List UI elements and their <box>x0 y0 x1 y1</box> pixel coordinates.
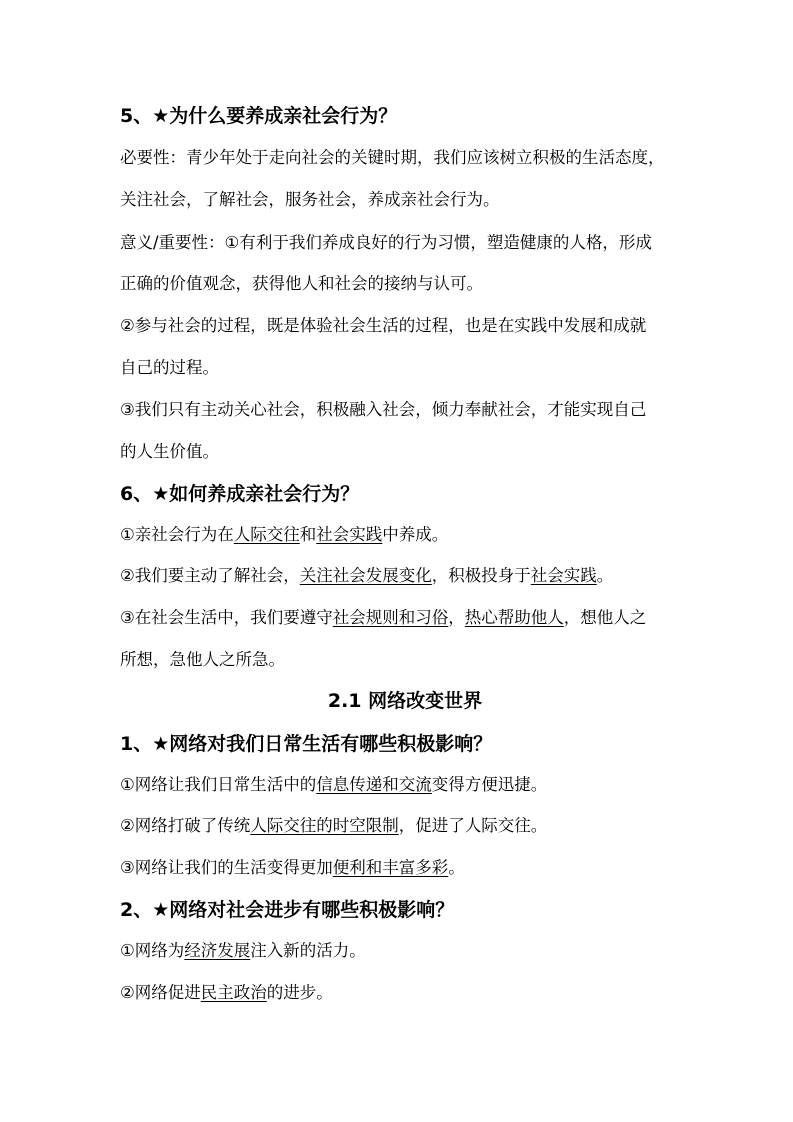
q5-point2-1 <box>120 316 646 336</box>
q5-point2-2 <box>120 358 219 378</box>
underlined-key-phrase: 关注社会发展变化 <box>299 566 432 585</box>
underlined-key-phrase: 社会规则和习俗 <box>332 608 449 627</box>
text-segment: ②网络打破了传统 <box>120 816 251 835</box>
text-segment: 正确的价值观念，获得他人和社会的接纳与认可。 <box>120 274 483 293</box>
underlined-key-phrase: 经济发展 <box>184 941 251 960</box>
n1-point1 <box>120 775 547 795</box>
text-segment: 意义/重要性：①有利于我们养成良好的行为习惯，塑造健康的人格，形成 <box>120 233 652 252</box>
q6-point3-2 <box>120 650 285 670</box>
n1-point3 <box>120 858 465 878</box>
text-segment: 所想，急他人之所急。 <box>120 650 285 669</box>
text-segment: ③在社会生活中，我们要遵守 <box>120 608 333 627</box>
q5-meaning-2 <box>120 274 483 294</box>
text-segment: ②我们要主动了解社会， <box>120 566 300 585</box>
text-segment: ，想他人之 <box>563 608 647 627</box>
text-segment: 注入新的活力。 <box>250 941 366 960</box>
underlined-key-phrase: 热心帮助他人 <box>464 608 564 627</box>
q5-title: 5、★为什么要养成亲社会行为？ <box>120 105 398 127</box>
q6-point1 <box>120 525 448 545</box>
text-segment: 变得方便迅捷。 <box>431 775 548 794</box>
q5-point3-1 <box>120 400 646 420</box>
q6-title: 6、★如何养成亲社会行为？ <box>120 483 360 505</box>
underlined-key-phrase: 人际交往的时空限制 <box>250 816 399 835</box>
underlined-key-phrase: 人际交往 <box>233 525 300 544</box>
underlined-key-phrase: 社会实践 <box>316 525 383 544</box>
text-segment: 。 <box>448 858 465 877</box>
text-segment: 和 <box>299 525 317 544</box>
n1-point2 <box>120 816 547 836</box>
n2-title: 2、★网络对社会进步有哪些积极影响？ <box>120 899 455 921</box>
q6-point2 <box>120 566 613 586</box>
text-segment: 的进步。 <box>266 983 333 1002</box>
text-segment: 中养成。 <box>382 525 449 544</box>
q6-point3-1 <box>120 608 646 628</box>
text-segment: 自己的过程。 <box>120 358 219 377</box>
text-segment: 必要性：青少年处于走向社会的关键时期，我们应该树立积极的生活态度， <box>120 148 665 167</box>
text-segment: ， <box>448 608 465 627</box>
n2-point1 <box>120 941 366 961</box>
underlined-key-phrase: 民主政治 <box>200 983 267 1002</box>
text-segment: ，积极投身于 <box>431 566 531 585</box>
section-2-1: 2.1 网络改变世界 <box>327 690 483 712</box>
n2-point2 <box>120 983 333 1003</box>
underlined-key-phrase: 便利和丰富多彩 <box>332 858 449 877</box>
underlined-key-phrase: 社会实践 <box>530 566 597 585</box>
text-segment: ②参与社会的过程，既是体验社会生活的过程，也是在实践中发展和成就 <box>120 316 647 335</box>
q5-point3-2 <box>120 442 219 462</box>
n1-title: 1、★网络对我们日常生活有哪些积极影响？ <box>120 733 493 755</box>
text-segment: 。 <box>596 566 614 585</box>
text-segment: 的人生价值。 <box>120 442 219 461</box>
q5-necessity-2 <box>120 190 500 210</box>
text-segment: ①网络让我们日常生活中的 <box>120 775 317 794</box>
q5-necessity-1 <box>120 148 665 168</box>
text-segment: ①亲社会行为在 <box>120 525 234 544</box>
underlined-key-phrase: 信息传递和交流 <box>316 775 432 794</box>
text-segment: ③我们只有主动关心社会，积极融入社会，倾力奉献社会，才能实现自己 <box>120 400 647 419</box>
text-segment: 关注社会，了解社会，服务社会，养成亲社会行为。 <box>120 190 500 209</box>
text-segment: ②网络促进 <box>120 983 201 1002</box>
text-segment: ，促进了人际交往。 <box>398 816 548 835</box>
text-segment: ①网络为 <box>120 941 185 960</box>
q5-meaning-1 <box>120 233 652 253</box>
text-segment: ③网络让我们的生活变得更加 <box>120 858 333 877</box>
